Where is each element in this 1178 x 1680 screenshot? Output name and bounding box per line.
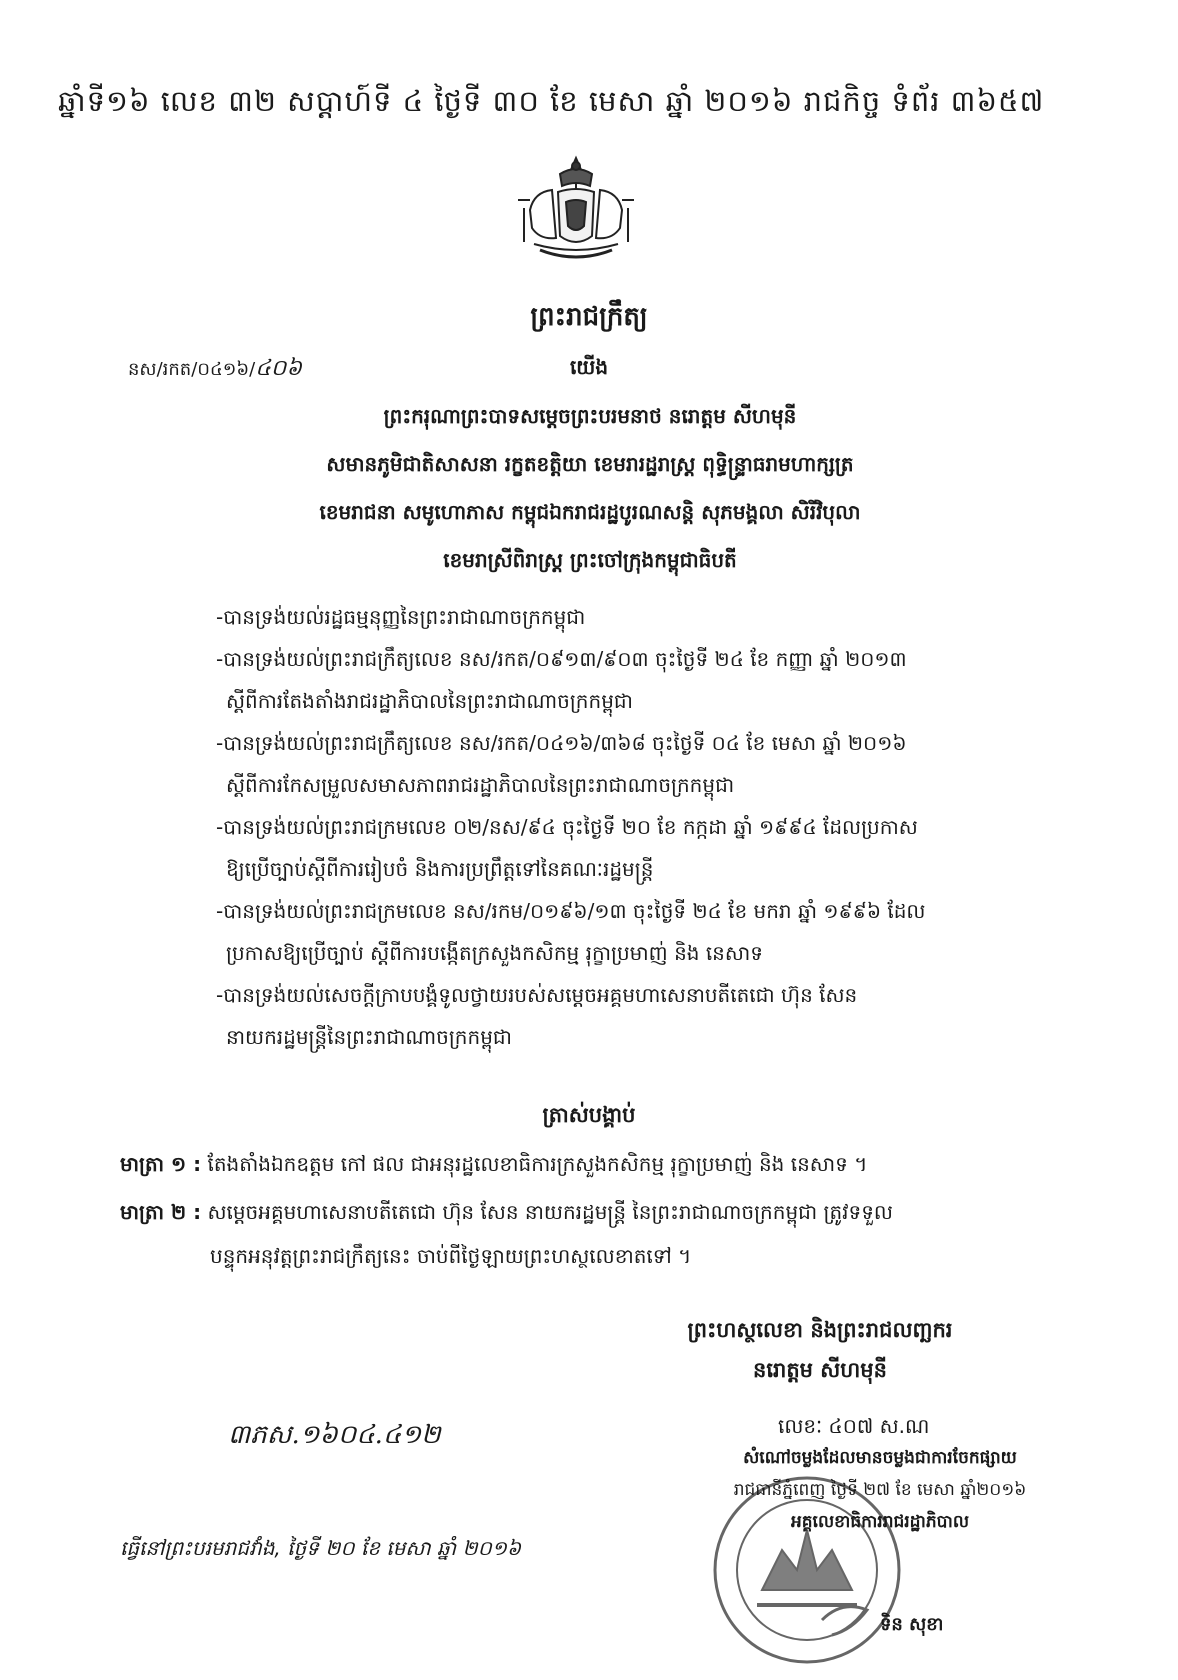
king-title-line: ព្រះករុណាព្រះបាទសម្ដេចព្រះបរមនាថ នរោត្តម សីហមុនី [383, 404, 797, 428]
king-title-line: ខេមរាជនា សមូហោភាស កម្ពុជឯករាជរដ្ឋបូរណសន្តិ សុភមង្គលា សិរីវិបុលា [319, 500, 861, 524]
consideration-item: -បានទ្រង់យល់ព្រះរាជក្រឹត្យលេខ នស/រកត/០៤១៦/៣៦៨ ចុះថ្ងៃទី ០៤ ខែ មេសា ឆ្នាំ ២០១៦ [216, 731, 907, 755]
consideration-item: -បានទ្រង់យល់រដ្ឋធម្មនុញ្ញនៃព្រះរាជាណាចក្រកម្ពុជា [216, 605, 586, 629]
we-heading: យើង [569, 355, 609, 379]
registration-block [650, 1410, 1110, 1538]
royal-coat-of-arms-icon [510, 152, 642, 270]
registration-number: លេខៈ ៤០៧ ស.ណ [778, 1414, 930, 1438]
gazette-header: ឆ្នាំទី១៦ លេខ ៣២ សប្ដាហ៍ទី ៤ ថ្ងៃទី ៣០ ខែ មេសា ឆ្នាំ ២០១៦ រាជកិច្ច ទំព័រ ៣៦៥៧ [58, 84, 1045, 118]
order-heading: ត្រាស់បង្គាប់ [542, 1103, 636, 1127]
consideration-item: -បានទ្រង់យល់សេចក្ដីក្រាបបង្គំទូលថ្វាយរបស់សម្ដេចអគ្គមហាសេនាបតីតេជោ ហ៊ុន សែន [216, 983, 858, 1007]
article-number: មាត្រា ១ : [120, 1152, 202, 1176]
registration-line: សំណៅចម្លងដែលមានចម្លងជាការចែកផ្សាយ [743, 1448, 1017, 1468]
article-text: តែងតាំងឯកឧត្តម កៅ ផល ជាអនុរដ្ឋលេខាធិការក្រសួងកសិកម្ម រុក្ខាប្រមាញ់ និង នេសាទ ។ [207, 1152, 868, 1176]
article-text: សម្ដេចអគ្គមហាសេនាបតីតេជោ ហ៊ុន សែន នាយករដ្ឋមន្ត្រី នៃព្រះរាជាណាចក្រកម្ពុជា ត្រូវទទួល [207, 1200, 893, 1224]
royal-signature-block [560, 1310, 1080, 1390]
considerations-list [216, 596, 1016, 1058]
consideration-item-continued: នាយករដ្ឋមន្ត្រីនៃព្រះរាជាណាចក្រកម្ពុជា [226, 1025, 512, 1049]
secretary-signature-name: ទិន សុខា [880, 1614, 944, 1635]
consideration-item-continued: ប្រកាសឱ្យប្រើច្បាប់ ស្ដីពីការបង្កើតក្រសួងកសិកម្ម រុក្ខាប្រមាញ់ និង នេសាទ [226, 941, 763, 965]
registration-line: រាជធានីភ្នំពេញ ថ្ងៃទី ២៧ ខែ មេសា ឆ្នាំ២០១៦ [733, 1480, 1027, 1500]
king-title-line: សមានភូមិជាតិសាសនា រក្ខតខត្តិយា ខេមរារដ្ឋរាស្ត្រ ពុទ្ធិន្ទ្រាធរាមហាក្សត្រ [326, 452, 854, 476]
consideration-item: -បានទ្រង់យល់ព្រះរាជក្រមលេខ នស/រកម/០១៩៦/១៣ ចុះថ្ងៃទី ២៤ ខែ មករា ឆ្នាំ ១៩៩៦ ដែល [216, 899, 926, 923]
consideration-item-continued: ឱ្យប្រើច្បាប់ស្ដីពីការរៀបចំ និងការប្រព្រឹត្តទៅនៃគណៈរដ្ឋមន្ត្រី [226, 857, 654, 881]
article-text-continued: បន្ទុកអនុវត្តព្រះរាជក្រឹត្យនេះ ចាប់ពីថ្ងៃឡាយព្រះហស្ថលេខាតទៅ ។ [210, 1244, 692, 1268]
article-2 [120, 1190, 1080, 1278]
consideration-item-continued: ស្ដីពីការកែសម្រួលសមាសភាពរាជរដ្ឋាភិបាលនៃព្រះរាជាណាចក្រកម្ពុជា [226, 773, 735, 797]
registration-line: អគ្គលេខាធិការរាជរដ្ឋាភិបាល [790, 1512, 970, 1532]
article-1 [120, 1142, 1080, 1186]
consideration-item: -បានទ្រង់យល់ព្រះរាជក្រឹត្យលេខ នស/រកត/០៩១៣/៩០៣ ចុះថ្ងៃទី ២៤ ខែ កញ្ញា ឆ្នាំ ២០១៣ [216, 647, 907, 671]
decree-title: ព្រះរាជក្រឹត្យ [530, 302, 648, 332]
decree-number-handwritten: ៤០៦ [255, 356, 302, 381]
consideration-item: -បានទ្រង់យល់ព្រះរាជក្រមលេខ ០២/នស/៩៤ ចុះថ្ងៃទី ២០ ខែ កក្កដា ឆ្នាំ ១៩៩៤ ដែលប្រកាស [216, 815, 918, 839]
handwritten-reference: ៣ភស.១៦០៤.៤១២ [228, 1420, 441, 1450]
consideration-item-continued: ស្ដីពីការតែងតាំងរាជរដ្ឋាភិបាលនៃព្រះរាជាណាចក្រកម្ពុជា [226, 689, 633, 713]
signature-caption: ព្រះហស្ថលេខា និងព្រះរាជលញ្ឆករ [687, 1318, 953, 1342]
place-and-date: ធ្វើនៅព្រះបរមរាជវាំង, ថ្ងៃទី ២០ ខែ មេសា ឆ្នាំ ២០១៦ [120, 1536, 522, 1560]
king-title-block [150, 392, 1030, 584]
king-title-line: ខេមរាស្រីពិរាស្ត្រ ព្រះចៅក្រុងកម្ពុជាធិបតី [443, 548, 737, 572]
decree-number-printed: នស/រកត/០៤១៦/ [128, 359, 256, 380]
article-number: មាត្រា ២ : [120, 1200, 202, 1224]
signatory-name: នរោត្តម សីហមុនី [753, 1358, 887, 1382]
